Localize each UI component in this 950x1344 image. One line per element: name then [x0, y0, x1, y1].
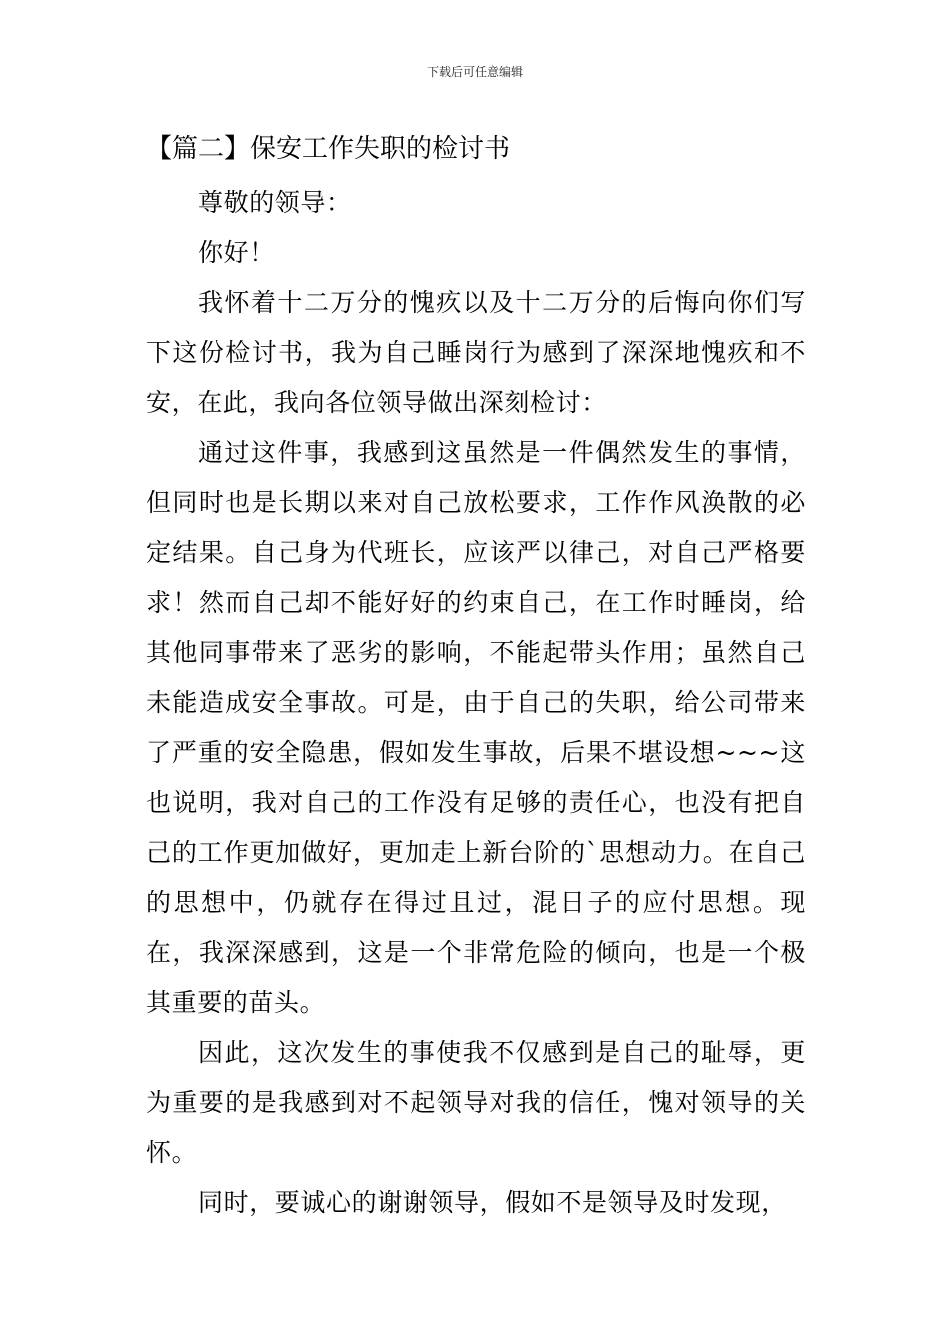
greeting: 你好！ — [198, 238, 275, 267]
paragraph-shame: 因此，这次发生的事使我不仅感到是自己的耻辱，更为重要的是我感到对不起领导对我的信任，愧对领导的关怀。 — [146, 1038, 806, 1167]
document-body — [146, 178, 806, 1228]
page-header-note: 下载后可任意编辑 — [426, 65, 523, 79]
paragraph-reflection: 通过这件事，我感到这虽然是一件偶然发生的事情，但同时也是长期以来对自己放松要求，工作作风涣散的必定结果。自己身为代班长，应该严以律己，对自己严格要求！然而自己却不能好好的约束自己，在工作时睡岗，给其他同事带来了恶劣的影响，不能起带头作用；虽然自己未能造成安全事故。可是，由于自己的失职，给公司带来了严重的安全隐患，假如发生事故，后果不堪设想~~~这也说明，我对自己的工作没有足够的责任心，也没有把自己的工作更加做好，更加走上新台阶的`思想动力。在自己的思想中，仍就存在得过且过，混日子的应付思想。现在，我深深感到，这是一个非常危险的倾向，也是一个极其重要的苗头。 — [146, 438, 806, 1017]
paragraph-thanks: 同时，要诚心的谢谢领导，假如不是领导及时发现， — [198, 1188, 787, 1217]
salutation: 尊敬的领导： — [198, 188, 352, 217]
paragraph-intro: 我怀着十二万分的愧疚以及十二万分的后悔向你们写下这份检讨书，我为自己睡岗行为感到了深深地愧疚和不安，在此，我向各位领导做出深刻检讨： — [146, 288, 806, 417]
document-title: 【篇二】保安工作失职的检讨书 — [146, 134, 511, 164]
